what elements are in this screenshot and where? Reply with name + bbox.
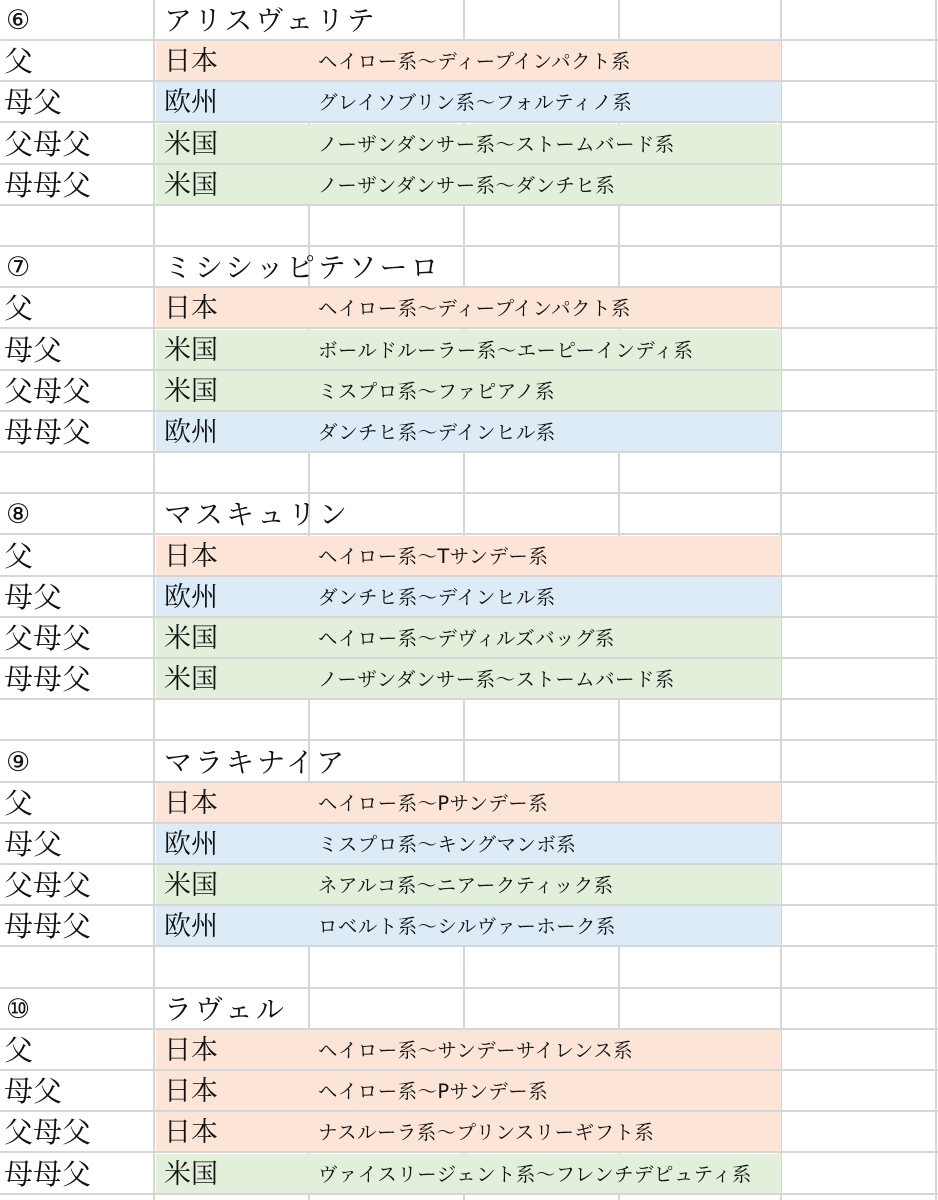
horse-name: ラヴェル [164, 993, 287, 1026]
region-label: 欧州 [164, 911, 218, 942]
ancestor-label: 母父 [4, 333, 63, 367]
region-label: 日本 [164, 46, 218, 77]
region-label: 米国 [164, 376, 218, 407]
blank-row [0, 948, 938, 989]
region-label: 欧州 [164, 829, 218, 860]
lineage-text: ヴァイスリージェント系〜フレンチデピュティ系 [318, 1163, 752, 1186]
pedigree-row [0, 1030, 938, 1071]
blank-row [0, 453, 938, 494]
lineage-text: ロベルト系〜シルヴァーホーク系 [318, 915, 616, 938]
lineage-text: ヘイロー系〜Pサンデー系 [318, 792, 549, 815]
ancestor-label: 父 [4, 1033, 34, 1067]
lineage-text: ミスプロ系〜ファピアノ系 [318, 380, 555, 403]
lineage-text: ヘイロー系〜Pサンデー系 [318, 1080, 549, 1103]
region-label: 日本 [164, 788, 218, 819]
ancestor-label: 父 [4, 539, 34, 573]
pedigree-row [0, 1071, 938, 1112]
entry-number: ⑥ [6, 5, 31, 36]
ancestor-label: 母父 [4, 580, 63, 614]
region-label: 欧州 [164, 417, 218, 448]
pedigree-row [0, 618, 938, 659]
region-label: 欧州 [164, 582, 218, 613]
ancestor-label: 父母父 [4, 127, 92, 161]
pedigree-row [0, 783, 938, 824]
horse-name: アリスヴェリテ [164, 4, 378, 37]
section-header-row [0, 494, 938, 535]
region-label: 日本 [164, 1117, 218, 1148]
region-label: 米国 [164, 664, 218, 695]
pedigree-row [0, 1112, 938, 1153]
entry-number: ⑧ [6, 499, 31, 530]
ancestor-label: 父母父 [4, 374, 92, 408]
pedigree-row [0, 41, 938, 82]
region-label: 欧州 [164, 87, 218, 118]
lineage-text: ヘイロー系〜ディープインパクト系 [318, 297, 631, 320]
ancestor-label: 母母父 [4, 415, 92, 449]
pedigree-row [0, 165, 938, 206]
pedigree-row [0, 371, 938, 412]
ancestor-label: 母母父 [4, 168, 92, 202]
region-label: 米国 [164, 335, 218, 366]
region-label: 米国 [164, 1159, 218, 1190]
pedigree-row [0, 330, 938, 371]
lineage-text: ネアルコ系〜ニアークティック系 [318, 874, 614, 897]
region-label: 米国 [164, 870, 218, 901]
region-label: 米国 [164, 170, 218, 201]
lineage-text: ノーザンダンサー系〜ストームバード系 [318, 668, 675, 691]
lineage-text: ダンチヒ系〜デインヒル系 [318, 421, 556, 444]
blank-row [0, 700, 938, 741]
horse-name: マラキナイア [164, 746, 348, 779]
horse-name: ミシシッピテソーロ [164, 251, 442, 284]
pedigree-row [0, 577, 938, 618]
pedigree-row [0, 536, 938, 577]
entry-number: ⑨ [6, 747, 31, 778]
lineage-text: ヘイロー系〜ディープインパクト系 [318, 50, 631, 73]
ancestor-label: 母父 [4, 1074, 63, 1108]
section-header-row [0, 989, 938, 1030]
pedigree-row [0, 288, 938, 329]
ancestor-label: 母母父 [4, 662, 92, 696]
region-label: 米国 [164, 129, 218, 160]
ancestor-label: 父母父 [4, 868, 92, 902]
pedigree-row [0, 659, 938, 700]
ancestor-label: 母母父 [4, 1157, 92, 1191]
section-header-row [0, 247, 938, 288]
pedigree-row [0, 82, 938, 123]
region-label: 日本 [164, 1035, 218, 1066]
entry-number: ⑦ [6, 252, 31, 283]
ancestor-label: 父母父 [4, 1115, 92, 1149]
ancestor-label: 父母父 [4, 621, 92, 655]
entry-number: ⑩ [6, 994, 31, 1025]
lineage-text: ミスプロ系〜キングマンボ系 [318, 833, 577, 856]
section-header-row [0, 742, 938, 783]
lineage-text: ボールドルーラー系〜エーピーインディ系 [318, 339, 694, 362]
ancestor-label: 母母父 [4, 909, 92, 943]
lineage-text: ヘイロー系〜サンデーサイレンス系 [318, 1039, 633, 1062]
pedigree-row [0, 865, 938, 906]
horse-name: マスキュリン [164, 498, 351, 531]
region-label: 米国 [164, 623, 218, 654]
lineage-text: ダンチヒ系〜デインヒル系 [318, 586, 556, 609]
lineage-text: ナスルーラ系〜プリンスリーギフト系 [318, 1121, 655, 1144]
pedigree-row [0, 824, 938, 865]
region-label: 日本 [164, 293, 218, 324]
lineage-text: グレイソブリン系〜フォルティノ系 [318, 91, 633, 114]
region-label: 日本 [164, 1076, 218, 1107]
ancestor-label: 母父 [4, 85, 63, 119]
ancestor-label: 父 [4, 786, 34, 820]
ancestor-label: 母父 [4, 827, 63, 861]
pedigree-row [0, 1154, 938, 1195]
ancestor-label: 父 [4, 44, 34, 78]
lineage-text: ヘイロー系〜デヴィルズバッグ系 [318, 627, 615, 650]
ancestor-label: 父 [4, 291, 34, 325]
section-header-row [0, 0, 938, 41]
pedigree-row [0, 906, 938, 947]
pedigree-row [0, 124, 938, 165]
lineage-text: ノーザンダンサー系〜ストームバード系 [318, 133, 675, 156]
pedigree-row [0, 412, 938, 453]
region-label: 日本 [164, 541, 218, 572]
lineage-text: ノーザンダンサー系〜ダンチヒ系 [318, 174, 616, 197]
lineage-text: ヘイロー系〜Tサンデー系 [318, 545, 549, 568]
blank-row [0, 206, 938, 247]
